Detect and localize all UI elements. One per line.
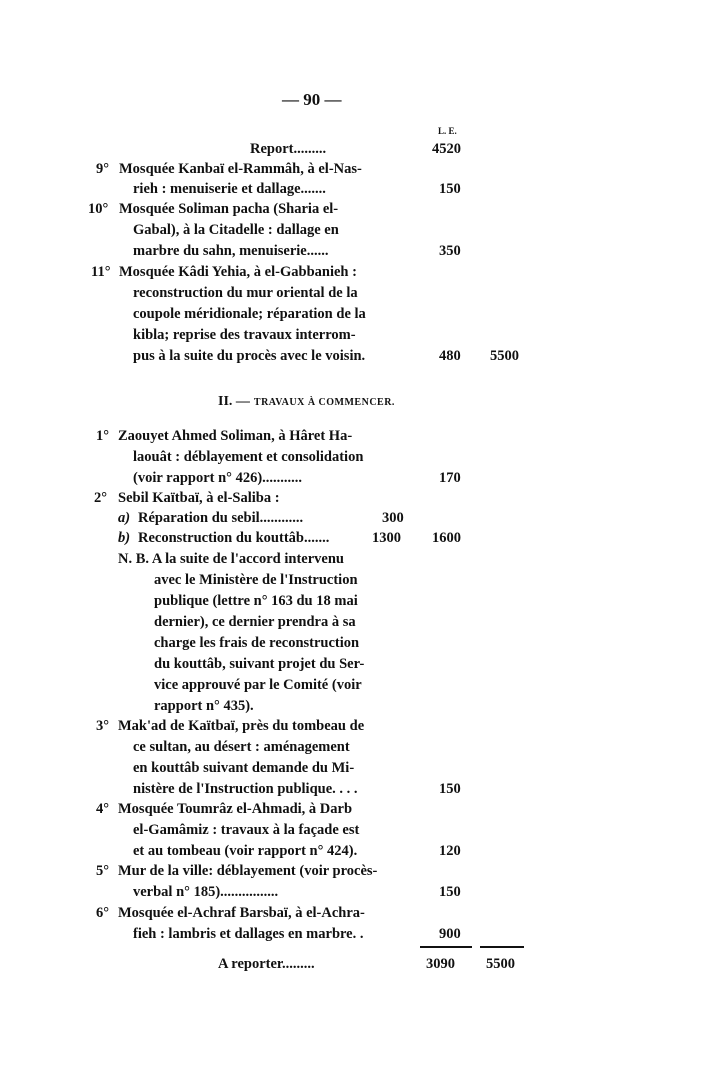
section-heading-title: TRAVAUX À COMMENCER. [253, 397, 395, 408]
item-number: 1° [96, 428, 110, 444]
item-value: 350 [439, 243, 461, 259]
subitem-letter: a) [118, 510, 131, 526]
item-text-line: verbal n° 185)................ [133, 884, 279, 900]
item-value: 150 [439, 181, 461, 197]
item-value: 170 [439, 470, 461, 486]
note-line: rapport n° 435). [154, 698, 254, 714]
total-rule [480, 946, 524, 948]
carry-label: A reporter......... [218, 956, 315, 972]
item-total: 5500 [490, 348, 519, 364]
item-text-line: Zaouyet Ahmed Soliman, à Hâret Ha- [118, 428, 353, 444]
item-text-line: Mosquée el-Achraf Barsbaï, à el-Achra- [118, 905, 365, 921]
section-heading [218, 392, 395, 410]
note-line: charge les frais de reconstruction [154, 635, 360, 651]
item-value: 480 [439, 348, 461, 364]
subitem-value: 300 [382, 510, 404, 526]
item-text-line: Mur de la ville: déblayement (voir procès- [118, 863, 378, 879]
report-value: 4520 [432, 141, 461, 157]
note-line: dernier), ce dernier prendra à sa [154, 614, 356, 630]
item-value: 900 [439, 926, 461, 942]
note-line: du kouttâb, suivant projet du Ser- [154, 656, 365, 672]
item-text-line: Gabal), à la Citadelle : dallage en [133, 222, 339, 238]
carry-total: 5500 [486, 956, 515, 972]
item-text-line: el-Gamâmiz : travaux à la façade est [133, 822, 360, 838]
item-text-line: rieh : menuiserie et dallage....... [133, 181, 326, 197]
item-number: 3° [96, 718, 110, 734]
item-text-line: et au tombeau (voir rapport n° 424). [133, 843, 358, 859]
item-text-line: reconstruction du mur oriental de la [133, 285, 358, 301]
subitem-text: Reconstruction du kouttâb....... [138, 530, 330, 546]
report-label: Report......... [250, 141, 327, 157]
subitem-letter: b) [118, 530, 131, 546]
note-line: publique (lettre n° 163 du 18 mai [154, 593, 358, 609]
item-text-line: ce sultan, au désert : aménagement [133, 739, 350, 755]
item-text-line: Mosquée Kanbaï el-Rammâh, à el-Nas- [119, 161, 362, 177]
note-line: N. B. A la suite de l'accord intervenu [118, 551, 344, 567]
total-rule [420, 946, 472, 948]
item-text-line: pus à la suite du procès avec le voisin. [133, 348, 366, 364]
section-heading-prefix: II. — [218, 394, 250, 409]
item-text-line: Mosquée Soliman pacha (Sharia el- [119, 201, 339, 217]
item-text-line: laouât : déblayement et consolidation [133, 449, 364, 465]
note-line: vice approuvé par le Comité (voir [154, 677, 362, 693]
item-text-line: Sebil Kaïtbaï, à el-Saliba : [118, 490, 280, 506]
item-number: 4° [96, 801, 110, 817]
item-number: 9° [96, 161, 110, 177]
column-header: L. E. [438, 126, 457, 136]
item-text-line: Mosquée Kâdi Yehia, à el-Gabbanieh : [119, 264, 357, 280]
item-number: 11° [91, 264, 111, 280]
item-text-line: Mak'ad de Kaïtbaï, près du tombeau de [118, 718, 365, 734]
page-number: — 90 — [282, 90, 342, 109]
item-text-line: en kouttâb suivant demande du Mi- [133, 760, 355, 776]
item-value: 1600 [432, 530, 461, 546]
note-line: avec le Ministère de l'Instruction [154, 572, 358, 588]
subitem-text: Réparation du sebil............ [138, 510, 304, 526]
subitem-value: 1300 [372, 530, 401, 546]
item-number: 6° [96, 905, 110, 921]
item-number: 2° [94, 490, 108, 506]
item-value: 150 [439, 781, 461, 797]
carry-value: 3090 [426, 956, 455, 972]
item-value: 150 [439, 884, 461, 900]
item-value: 120 [439, 843, 461, 859]
item-text-line: Mosquée Toumrâz el-Ahmadi, à Darb [118, 801, 353, 817]
item-number: 5° [96, 863, 110, 879]
item-text-line: marbre du sahn, menuiserie...... [133, 243, 329, 259]
item-text-line: (voir rapport n° 426)........... [133, 470, 303, 486]
item-number: 10° [88, 201, 109, 217]
item-text-line: fieh : lambris et dallages en marbre. . [133, 926, 364, 942]
item-text-line: kibla; reprise des travaux interrom- [133, 327, 356, 343]
item-text-line: nistère de l'Instruction publique. . . . [133, 781, 358, 797]
item-text-line: coupole méridionale; réparation de la [133, 306, 366, 322]
